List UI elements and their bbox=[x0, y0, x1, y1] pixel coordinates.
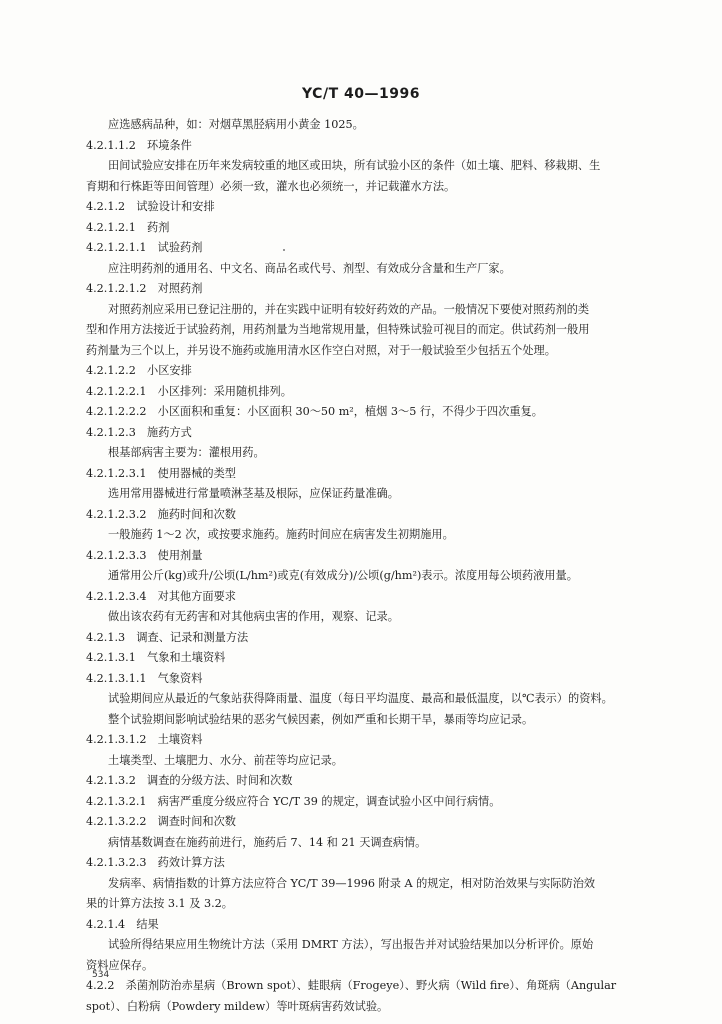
section-heading: 4.2.1.2.3.4 对其他方面要求 bbox=[86, 589, 236, 603]
section-heading: 4.2.1.2.1.1 试验药剂 bbox=[86, 241, 203, 254]
section-heading: 4.2.1.1.2 环境条件 bbox=[86, 138, 192, 152]
page-number: 534 bbox=[92, 970, 110, 980]
section-heading: 4.2.2 杀菌剂防治赤星病（Brown spot）、蛙眼病（Frogeye）、野火病（Wild fire）、角斑病（Angular bbox=[86, 979, 617, 992]
body-text-line: 土壤类型、土壤肥力、水分、前茬等均应记录。 bbox=[108, 753, 343, 767]
standard-code-header: YC/T 40—1996 bbox=[302, 86, 420, 102]
section-heading: 4.2.1.2.2.2 小区面积和重复：小区面积 30～50 m²，植烟 3～5 行，不得少于四次重复。 bbox=[86, 405, 543, 418]
section-heading: 4.2.1.3.2.1 病害严重度分级应符合 YC/T 39 的规定，调查试验小区中间行病情。 bbox=[86, 794, 501, 808]
section-heading: 4.2.1.3.2.3 药效计算方法 bbox=[86, 856, 225, 869]
scan-speck bbox=[283, 249, 285, 251]
body-text-line: spot）、白粉病（Powdery mildew）等叶斑病害药效试验。 bbox=[86, 999, 389, 1013]
body-text-line: 果的计算方法按 3.1 及 3.2。 bbox=[86, 897, 233, 910]
body-text-line: 对照药剂应采用已登记注册的，并在实践中证明有较好药效的产品。一般情况下要使对照药剂的类 bbox=[108, 302, 590, 316]
body-text-line: 做出该农药有无药害和对其他病虫害的作用，观察、记录。 bbox=[108, 610, 399, 623]
section-heading: 4.2.1.2 试验设计和安排 bbox=[86, 200, 215, 213]
body-text-line: 发病率、病情指数的计算方法应符合 YC/T 39—1996 附录 A 的规定，相对防治效果与实际防治效 bbox=[108, 876, 596, 890]
section-heading: 4.2.1.3.2.2 调查时间和次数 bbox=[86, 815, 236, 828]
body-text-line: 一般施药 1～2 次，或按要求施药。施药时间应在病害发生初期施用。 bbox=[108, 528, 454, 541]
section-heading: 4.2.1.2.1 药剂 bbox=[86, 220, 170, 234]
section-heading: 4.2.1.3.1.1 气象资料 bbox=[86, 671, 203, 685]
body-text-line: 资料应保存。 bbox=[86, 958, 154, 972]
body-text-line: 育期和行株距等田间管理）必须一致，灌水也必须统一，并记载灌水方法。 bbox=[86, 179, 456, 193]
section-heading: 4.2.1.2.3.2 施药时间和次数 bbox=[86, 507, 236, 521]
section-heading: 4.2.1.4 结果 bbox=[86, 917, 159, 931]
section-heading: 4.2.1.3.1.2 土壤资料 bbox=[86, 733, 203, 746]
body-text-line: 整个试验期间影响试验结果的恶劣气候因素，例如严重和长期干旱，暴雨等均应记录。 bbox=[108, 712, 534, 726]
body-text-line: 选用常用器械进行常量喷淋茎基及根际，应保证药量准确。 bbox=[108, 487, 399, 500]
section-heading: 4.2.1.2.1.2 对照药剂 bbox=[86, 282, 203, 295]
body-text-line: 病情基数调查在施药前进行，施药后 7、14 和 21 天调查病情。 bbox=[108, 835, 427, 849]
body-text-line: 田间试验应安排在历年来发病较重的地区或田块，所有试验小区的条件（如土壤、肥料、移栽期、生 bbox=[108, 159, 601, 172]
body-text-line: 试验期间应从最近的气象站获得降雨量、温度（每日平均温度、最高和最低温度，以℃表示）的资料。 bbox=[108, 692, 613, 705]
body-text-line: 应选感病品种，如：对烟草黑胫病用小黄金 1025。 bbox=[108, 118, 364, 131]
section-heading: 4.2.1.2.2.1 小区排列：采用随机排列。 bbox=[86, 384, 292, 398]
body-text-line: 根基部病害主要为：灌根用药。 bbox=[108, 446, 265, 459]
section-heading: 4.2.1.2.3 施药方式 bbox=[86, 425, 192, 439]
section-heading: 4.2.1.2.2 小区安排 bbox=[86, 364, 192, 377]
section-heading: 4.2.1.2.3.1 使用器械的类型 bbox=[86, 466, 236, 480]
section-heading: 4.2.1.2.3.3 使用剂量 bbox=[86, 548, 203, 562]
section-heading: 4.2.1.3.2 调查的分级方法、时间和次数 bbox=[86, 774, 293, 787]
body-text-line: 试验所得结果应用生物统计方法（采用 DMRT 方法），写出报告并对试验结果加以分析评价。原始 bbox=[108, 938, 594, 951]
body-text-line: 通常用公斤(kg)或升/公顷(L/hm²)或克(有效成分)/公顷(g/hm²)表示。浓度用每公顷药液用量。 bbox=[108, 569, 578, 582]
body-text-line: 型和作用方法接近于试验药剂，用药剂量为当地常规用量，但特殊试验可视目的而定。供试药剂一般用 bbox=[86, 323, 590, 336]
body-text-line: 应注明药剂的通用名、中文名、商品名或代号、剂型、有效成分含量和生产厂家。 bbox=[108, 261, 511, 275]
section-heading: 4.2.1.3 调查、记录和测量方法 bbox=[86, 630, 249, 644]
section-heading: 4.2.1.3.1 气象和土壤资料 bbox=[86, 651, 226, 664]
body-text-line: 药剂量为三个以上，并另设不施药或施用清水区作空白对照，对于一般试验至少包括五个处理。 bbox=[86, 343, 556, 357]
